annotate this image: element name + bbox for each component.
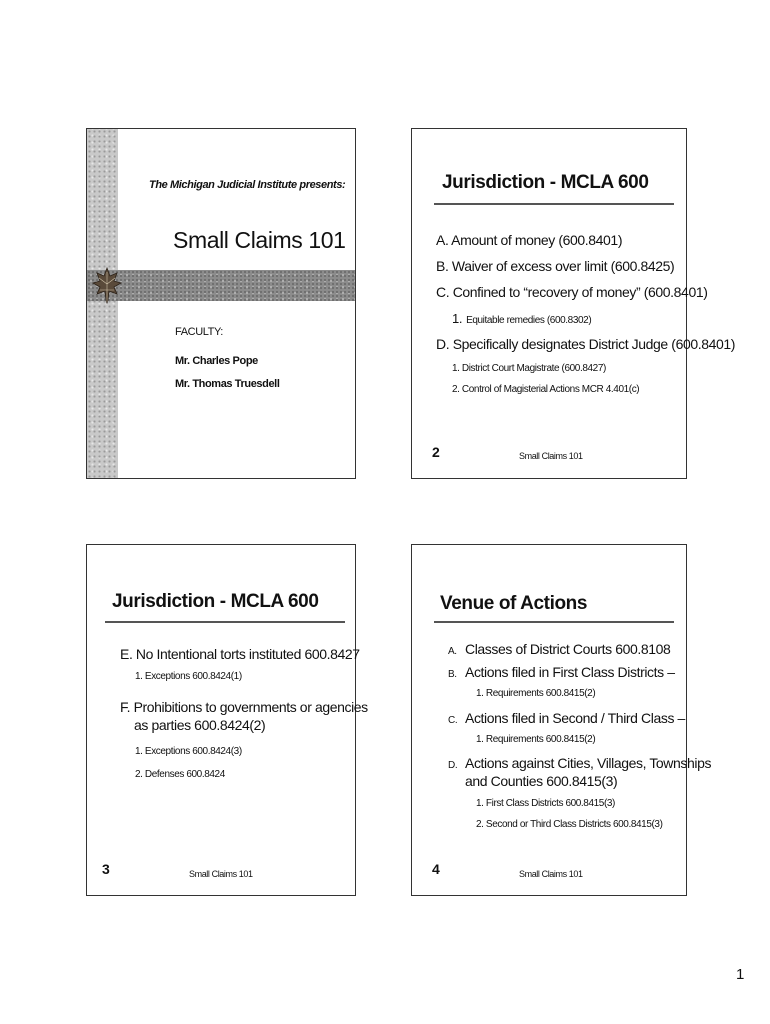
list-item — [448, 664, 675, 680]
sub-item-text: Equitable remedies (600.8302) — [466, 315, 592, 326]
faculty-label: FACULTY: — [175, 326, 223, 338]
slide-title: Jurisdiction - MCLA 600 — [112, 591, 319, 612]
list-item-text: Actions against Cities, Villages, Townships — [465, 755, 712, 771]
sub-item: 1. Exceptions 600.8424(3) — [135, 746, 242, 757]
list-item — [452, 310, 591, 328]
slide-title: Small Claims 101 — [173, 227, 346, 253]
list-marker: B. — [448, 669, 457, 680]
page-number: 1 — [736, 966, 745, 983]
sub-item: 1. District Court Magistrate (600.8427) — [452, 363, 606, 374]
faculty-name: Mr. Thomas Truesdell — [175, 378, 280, 390]
list-item-continuation: as parties 600.8424(2) — [134, 717, 266, 733]
slide-title: Venue of Actions — [440, 593, 588, 614]
slide-number: 4 — [432, 861, 440, 877]
maple-leaf-icon — [91, 266, 123, 304]
list-item-continuation: and Counties 600.8415(3) — [465, 773, 618, 789]
list-item: C. Confined to “recovery of money” (600.8401) — [436, 284, 708, 300]
sub-item-number: 1. — [452, 311, 463, 326]
title-rule — [434, 621, 674, 623]
sub-item: 1. Requirements 600.8415(2) — [476, 734, 596, 745]
sub-item: 1. First Class Districts 600.8415(3) — [476, 798, 615, 809]
slide-1 — [86, 128, 356, 479]
list-item: F. Prohibitions to governments or agencies — [120, 699, 368, 715]
list-marker: C. — [448, 715, 458, 726]
slide-number: 2 — [432, 444, 440, 460]
slide-number: 3 — [102, 861, 110, 877]
slide-title: Jurisdiction - MCLA 600 — [442, 172, 649, 193]
slide-footer: Small Claims 101 — [519, 451, 583, 461]
sub-item: 2. Second or Third Class Districts 600.8415(3) — [476, 819, 663, 830]
list-item — [448, 641, 670, 657]
list-item: E. No Intentional torts instituted 600.8427 — [120, 646, 360, 662]
faculty-name: Mr. Charles Pope — [175, 355, 258, 367]
list-item-text: Actions filed in Second / Third Class – — [465, 710, 685, 726]
sub-item: 1. Exceptions 600.8424(1) — [135, 671, 242, 682]
slide-footer: Small Claims 101 — [189, 869, 253, 879]
list-marker: A. — [448, 646, 457, 657]
list-item: D. Specifically designates District Judge (600.8401) — [436, 336, 736, 352]
slide-3 — [86, 544, 368, 896]
list-item: B. Waiver of excess over limit (600.8425) — [436, 258, 675, 274]
texture-band — [87, 270, 355, 301]
list-item: A. Amount of money (600.8401) — [436, 232, 623, 248]
list-item — [448, 755, 711, 771]
list-item-text: Classes of District Courts 600.8108 — [465, 641, 671, 657]
sub-item: 1. Requirements 600.8415(2) — [476, 688, 596, 699]
list-item — [448, 710, 685, 726]
title-rule — [105, 621, 345, 623]
sub-item: 2. Defenses 600.8424 — [135, 769, 225, 780]
slide-footer: Small Claims 101 — [519, 869, 583, 879]
title-rule — [434, 203, 674, 205]
sub-item: 2. Control of Magisterial Actions MCR 4.401(c) — [452, 384, 640, 395]
slide-2 — [411, 128, 736, 479]
presents-text: The Michigan Judicial Institute presents: — [149, 179, 346, 191]
list-item-text: Actions filed in First Class Districts – — [465, 664, 675, 680]
slide-4 — [411, 544, 712, 896]
list-marker: D. — [448, 760, 458, 771]
